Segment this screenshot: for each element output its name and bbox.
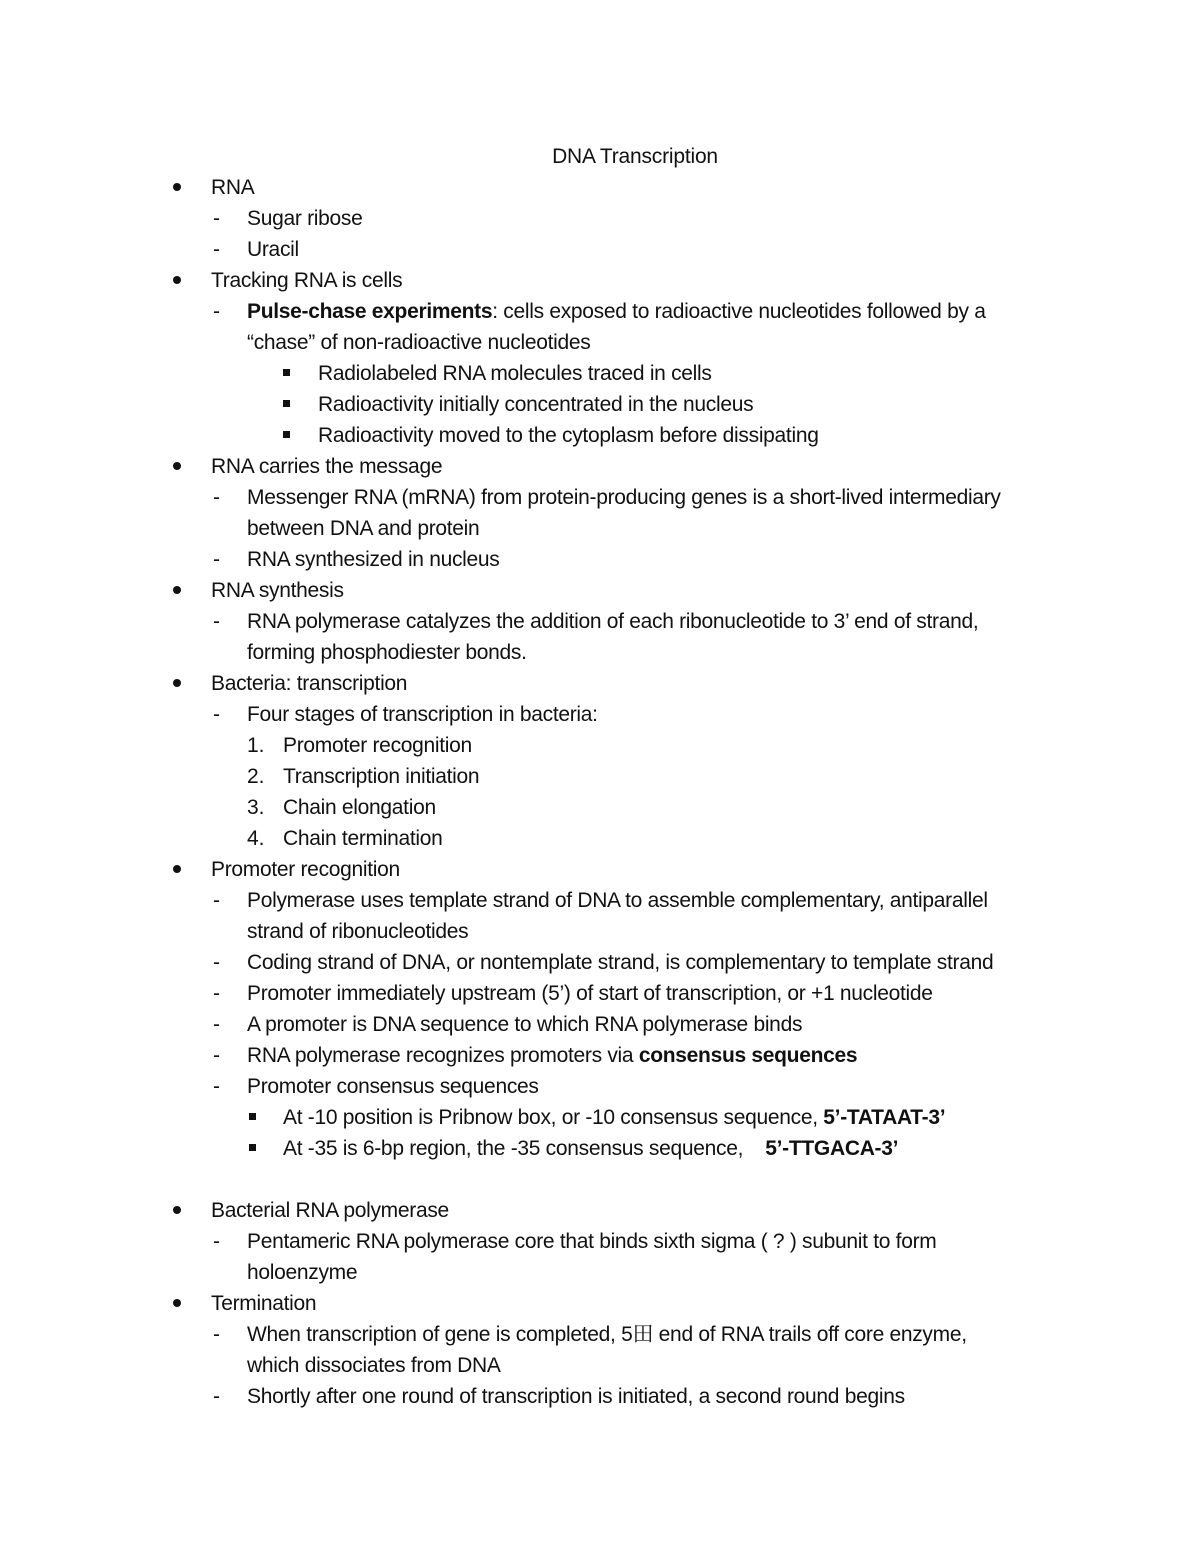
- list-item: RNA polymerase catalyzes the addition of each ribonucleotide to 3’ end of strand,: [247, 610, 979, 633]
- numbered-item: Transcription initiation: [283, 765, 480, 788]
- list-item: Polymerase uses template strand of DNA to assemble complementary, antiparallel: [247, 889, 988, 912]
- square-bullet-icon: [283, 358, 290, 389]
- bullet-icon: [173, 1195, 181, 1226]
- list-item: [247, 1040, 857, 1071]
- list-item-continuation: “chase” of non-radioactive nucleotides: [247, 331, 591, 354]
- heading-promoter: Promoter recognition: [211, 858, 400, 881]
- bold-term: consensus sequences: [638, 1044, 858, 1067]
- item-text: RNA polymerase recognizes promoters via: [247, 1044, 639, 1067]
- item-text: : cells exposed to radioactive nucleotides followed by a: [492, 300, 986, 323]
- list-item: Uracil: [247, 238, 299, 261]
- bold-sequence: 5’-TATAAT-3’: [823, 1106, 946, 1129]
- list-item-continuation: between DNA and protein: [247, 517, 480, 540]
- list-item: Shortly after one round of transcription is initiated, a second round begins: [247, 1385, 905, 1408]
- heading-tracking: Tracking RNA is cells: [211, 269, 403, 292]
- number-marker: 3.: [247, 796, 265, 819]
- bullet-icon: [173, 575, 181, 606]
- dash-marker: -: [213, 889, 220, 912]
- square-bullet-icon: [283, 389, 290, 420]
- list-item-continuation: holoenzyme: [247, 1261, 358, 1284]
- bold-term: Pulse-chase experiments: [247, 300, 493, 323]
- list-item: Pentameric RNA polymerase core that binds sixth sigma ( ? ) subunit to form: [247, 1230, 937, 1253]
- list-item: RNA synthesized in nucleus: [247, 548, 500, 571]
- sub-list-item: Radiolabeled RNA molecules traced in cells: [318, 362, 712, 385]
- sub-list-item: [283, 1133, 898, 1164]
- sub-list-item: Radioactivity initially concentrated in the nucleus: [318, 393, 754, 416]
- bullet-icon: [173, 451, 181, 482]
- bullet-icon: [173, 668, 181, 699]
- list-item: A promoter is DNA sequence to which RNA polymerase binds: [247, 1013, 803, 1036]
- square-bullet-icon: [283, 420, 290, 451]
- page-title: DNA Transcription: [552, 145, 718, 168]
- list-item: Promoter consensus sequences: [247, 1075, 539, 1098]
- bullet-icon: [173, 1288, 181, 1319]
- heading-termination: Termination: [211, 1292, 317, 1315]
- dash-marker: -: [213, 1385, 220, 1408]
- dash-marker: -: [213, 486, 220, 509]
- dash-marker: -: [213, 610, 220, 633]
- dash-marker: -: [213, 548, 220, 571]
- dash-marker: -: [213, 1075, 220, 1098]
- square-bullet-icon: [249, 1133, 256, 1164]
- list-item: Sugar ribose: [247, 207, 363, 230]
- numbered-item: Chain termination: [283, 827, 443, 850]
- list-item-continuation: which dissociates from DNA: [247, 1354, 501, 1377]
- dash-marker: -: [213, 703, 220, 726]
- dash-marker: -: [213, 1013, 220, 1036]
- heading-message: RNA carries the message: [211, 455, 443, 478]
- item-text: At -35 is 6-bp region, the -35 consensus sequence,: [283, 1137, 766, 1160]
- bold-sequence: 5’-TTGACA-3’: [765, 1137, 899, 1160]
- list-item: Four stages of transcription in bacteria:: [247, 703, 598, 726]
- numbered-item: Chain elongation: [283, 796, 436, 819]
- list-item: Messenger RNA (mRNA) from protein-producing genes is a short-lived intermediary: [247, 486, 1001, 509]
- heading-rna: RNA: [211, 176, 255, 199]
- list-item: Promoter immediately upstream (5’) of start of transcription, or +1 nucleotide: [247, 982, 933, 1005]
- list-item-continuation: strand of ribonucleotides: [247, 920, 469, 943]
- heading-polymerase: Bacterial RNA polymerase: [211, 1199, 449, 1222]
- number-marker: 2.: [247, 765, 265, 788]
- number-marker: 4.: [247, 827, 265, 850]
- heading-synthesis: RNA synthesis: [211, 579, 344, 602]
- dash-marker: -: [213, 207, 220, 230]
- heading-bacteria: Bacteria: transcription: [211, 672, 408, 695]
- numbered-item: Promoter recognition: [283, 734, 472, 757]
- dash-marker: -: [213, 1044, 220, 1067]
- bullet-icon: [173, 854, 181, 885]
- square-bullet-icon: [249, 1102, 256, 1133]
- dash-marker: -: [213, 300, 220, 323]
- list-item: When transcription of gene is completed, 5田 end of RNA trails off core enzyme,: [247, 1323, 967, 1346]
- dash-marker: -: [213, 238, 220, 261]
- number-marker: 1.: [247, 734, 265, 757]
- list-item: [247, 296, 986, 327]
- list-item: Coding strand of DNA, or nontemplate strand, is complementary to template strand: [247, 951, 994, 974]
- bullet-icon: [173, 172, 181, 203]
- list-item-continuation: forming phosphodiester bonds.: [247, 641, 527, 664]
- dash-marker: -: [213, 1230, 220, 1253]
- sub-list-item: [283, 1102, 945, 1133]
- dash-marker: -: [213, 1323, 220, 1346]
- dash-marker: -: [213, 951, 220, 974]
- item-text: At -10 position is Pribnow box, or -10 consensus sequence,: [283, 1106, 824, 1129]
- dash-marker: -: [213, 982, 220, 1005]
- sub-list-item: Radioactivity moved to the cytoplasm before dissipating: [318, 424, 819, 447]
- bullet-icon: [173, 265, 181, 296]
